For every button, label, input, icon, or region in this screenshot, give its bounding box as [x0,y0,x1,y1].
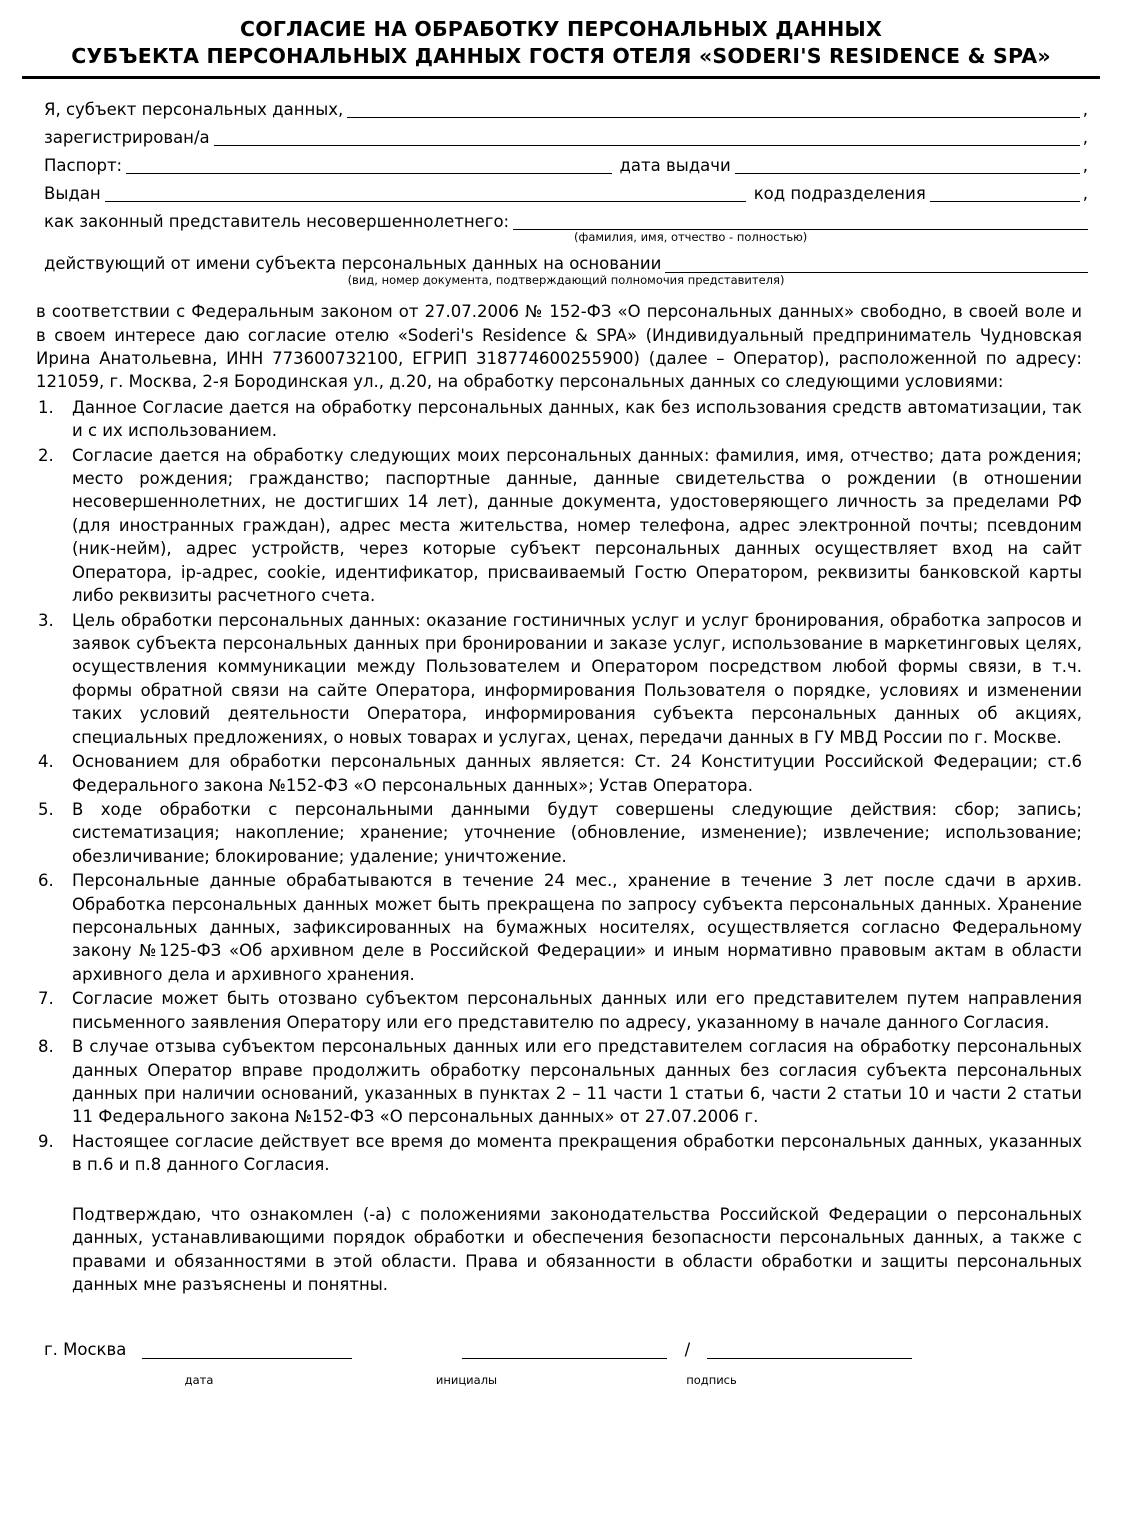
caption-date: дата [184,1373,214,1388]
title-line-1: СОГЛАСИЕ НА ОБРАБОТКУ ПЕРСОНАЛЬНЫХ ДАННЫХ [240,17,882,41]
form-row-registered [44,129,1088,146]
comma-2: , [1082,127,1088,147]
form-row-subject [44,101,1088,118]
form-row-passport [44,157,1088,174]
caption-signature: подпись [686,1373,737,1388]
signature-sign-field[interactable] [707,1344,912,1359]
signature-initials-field[interactable] [462,1344,667,1359]
confirmation-paragraph: Подтверждаю, что ознакомлен (-а) с положениями законодательства Российской Федерации о персональных данных, устанавливающими порядок обработки и обеспечения безопасности персональных данных, а также с правами и обязанностями в этой области. Права и обязанности в области обработки и защиты персональных данных мне разъяснены и понятны. [72,1204,1082,1294]
comma-4: , [1082,183,1088,203]
passport-issue-date-field[interactable] [735,157,1080,174]
signature-area [22,1340,1100,1387]
caption-spacer [254,1373,364,1387]
form-row-basis [44,256,1088,273]
clause-item: Согласие может быть отозвано субъектом персональных данных или его представителем путем направления письменного заявления Оператору или его представителю по адресу, указанному в начале данного Согласия. [72,989,1082,1032]
label-legal-representative: как законный представитель несовершеннолетнего: [44,211,510,231]
label-department-code: код подразделения [753,183,926,203]
clause-item: Цель обработки персональных данных: оказание гостиничных услуг и услуг бронирования, обработка запросов и заявок субъекта персональных данных при бронировании и заказе услуг, использование в маркетинговых целях, осуществления коммуникации между Пользователем и Оператором посредством любой формы связи, в т.ч. формы обратной связи на сайте Оператора, информирования Пользователя о порядке, условиях и изменении таких условий деятельности Оператора, информирования субъекта персональных данных об акциях, специальных предложениях, о новых товарах и услугах, ценах, передачи данных в ГУ МВД России по г. Москве. [72,610,1082,747]
label-issued-by: Выдан [44,183,101,203]
caption-minor-fullname: (фамилия, имя, отчество - полностью) [574,230,808,245]
signature-slash: / [684,1340,691,1360]
form-row-issued-by [44,185,1088,202]
caption-tail [814,1373,1082,1387]
comma-3: , [1082,155,1088,175]
department-code-field[interactable] [930,185,1080,202]
document-title [22,10,1100,79]
clause-item: Данное Согласие дается на обработку персональных данных, как без использования средств автоматизации, так и с их использованием. [72,397,1082,441]
signature-city: г. Москва [44,1340,127,1360]
clause-item: Основанием для обработки персональных данных является: Ст. 24 Конституции Российской Федерации; ст.6 Федерального закона №152-ФЗ «О персональных данных»; Устав Оператора. [72,752,1082,795]
label-passport: Паспорт: [44,155,123,175]
intro-paragraph: в соответствии с Федеральным законом от 27.07.2006 № 152-ФЗ «О персональных данных» свободно, в своей воле и в своем интересе даю согласие отелю «Soderi's Residence & SPA» (Индивидуальный предприниматель Чудновская Ирина Анатольевна, ИНН 773600732100, ЕГРИП 318774600255900) (далее – Оператор), расположенной по адресу: 121059, г. Москва, 2-я Бородинская ул., д.20, на обработку персональных данных со следующими условиями: [36,302,1082,392]
passport-number-field[interactable] [126,157,611,174]
label-issue-date: дата выдачи [619,155,731,175]
minor-fullname-field[interactable] [513,213,1088,230]
signature-captions [44,1373,1082,1387]
subject-name-field[interactable] [347,101,1079,118]
signature-row [44,1340,1082,1359]
clauses-list [22,396,1100,1177]
title-line-2: СУБЪЕКТА ПЕРСОНАЛЬНЫХ ДАННЫХ ГОСТЯ ОТЕЛЯ «SODERI'S RESIDENCE & SPA» [71,44,1051,69]
comma-1: , [1082,99,1088,119]
fill-in-form [22,101,1100,286]
label-subject: Я, субъект персональных данных, [44,99,344,119]
label-registered: зарегистрирован/а [44,127,210,147]
label-acting-basis: действующий от имени субъекта персональных данных на основании [44,254,662,274]
caption-slash-spacer [569,1373,609,1387]
caption-initials: инициалы [435,1373,498,1388]
clause-item: В случае отзыва субъектом персональных данных или его представителем согласия на обработку персональных данных Оператор вправе продолжить обработку персональных данных без согласия субъекта персональных данных при наличии оснований, указанных в пунктах 2 – 11 части 1 статьи 6, части 2 статьи 10 и части 2 статьи 11 Федерального закона №152-ФЗ «О персональных данных» от 27.07.2006 г. [72,1037,1082,1127]
registered-address-field[interactable] [214,129,1080,146]
signature-date-field[interactable] [142,1344,352,1359]
clause-item: Настоящее согласие действует все время до момента прекращения обработки персональных данных, указанных в п.6 и п.8 данного Согласия. [72,1131,1082,1175]
clause-item: Персональные данные обрабатываются в течение 24 мес., хранение в течение 3 лет после сдачи в архив. Обработка персональных данных может быть прекращена по запросу субъекта персональных данных. Хранение персональных данных, зафиксированных на бумажных носителях, осуществляется согласно Федеральному закону №125-ФЗ «Об архивном деле в Российской Федерации» и иным нормативно правовым актам в области архивного дела и архивного хранения. [72,871,1082,984]
acting-basis-field[interactable] [665,256,1088,273]
clause-item: В ходе обработки с персональными данными будут совершены следующие действия: сбор; запись; систематизация; накопление; хранение; уточнение (обновление, изменение); извлечение; использование; обезличивание; блокирование; удаление; уничтожение. [72,799,1082,866]
form-row-legal-representative [44,213,1088,230]
passport-issued-by-field[interactable] [105,185,746,202]
caption-acting-basis: (вид, номер документа, подтверждающий полномочия представителя) [347,272,785,287]
clause-item: Согласие дается на обработку следующих моих персональных данных: фамилия, имя, отчество; дата рождения; место рождения; гражданство; паспортные данные, данные свидетельства о рождении (в отношении несовершеннолетних, не достигших 14 лет), данные документа, удостоверяющего личность за пределами РФ (для иностранных граждан), адрес места жительства, номер телефона, адрес электронной почты; псевдоним (ник-нейм), адрес устройств, через которые субъект персональных данных осуществляет вход на сайт Оператора, ip-адрес, cookie, идентификатор, присваиваемый Гостю Оператором, реквизиты банковской карты либо реквизиты расчетного счета. [72,445,1082,606]
